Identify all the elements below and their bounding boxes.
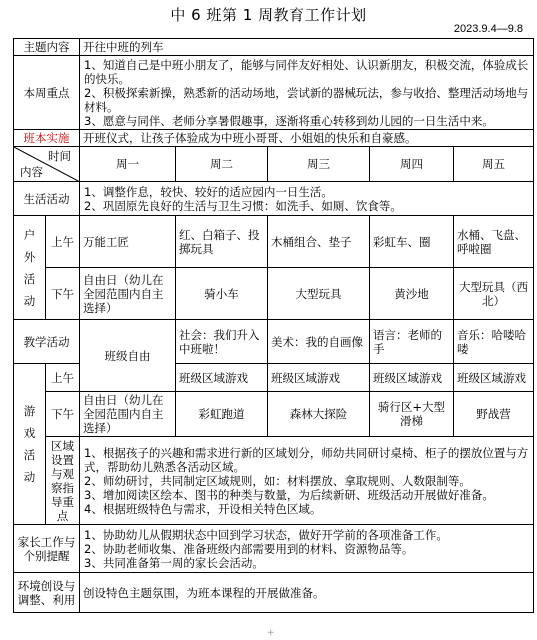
game-area-item: 2、师幼研讨，共同制定区域规则，如：材料摆放、拿取规则、人数限制等。	[84, 473, 471, 488]
game-am-tue: 班级区域游戏	[176, 364, 268, 392]
parents-row	[14, 525, 534, 573]
theme-value: 开往中班的列车	[80, 39, 534, 56]
day-wed: 周三	[268, 147, 370, 182]
env-row	[14, 573, 534, 613]
outdoor-am-row	[14, 216, 534, 268]
outdoor-am-label: 上午	[46, 216, 80, 268]
theme-label: 主题内容	[14, 39, 80, 56]
teaching-wed: 美术：我的自画像	[268, 320, 370, 364]
outdoor-pm-row	[14, 268, 534, 320]
game-am-thu: 班级区域游戏	[370, 364, 454, 392]
teaching-label: 教学活动	[14, 320, 80, 364]
outdoor-pm-fri: 大型玩具（西北）	[454, 268, 534, 320]
day-fri: 周五	[454, 147, 534, 182]
teaching-thu: 语言：老师的手	[370, 320, 454, 364]
weekly-plan-table	[13, 38, 534, 613]
focus-item: 3、愿意与同伴、老师分享暑假趣事，逐渐将重心转移到幼儿园的一日生活中来。	[84, 113, 494, 128]
parents-label: 家长工作与个别提醒	[14, 525, 80, 573]
teaching-mon: 班级自由	[80, 320, 176, 392]
outdoor-pm-wed: 大型玩具	[268, 268, 370, 320]
life-item: 1、调整作息，较快、较好的适应园内一日生活。	[84, 184, 333, 199]
parents-item: 2、协助老师收集、准备班级内部需要用到的材料、资源物品等。	[84, 541, 414, 556]
focus-item: 2、积极探索新操，熟悉新的活动场地，尝试新的器械玩法，参与收拾、整理活动场地与材料。	[84, 85, 529, 114]
game-label	[14, 364, 46, 525]
focus-row	[14, 56, 534, 130]
outdoor-am-mon: 万能工匠	[80, 216, 176, 268]
page-title: 中 6 班第 1 周教育工作计划	[170, 6, 367, 24]
outdoor-am-tue: 红、白箱子、投掷玩具	[176, 216, 268, 268]
day-thu: 周四	[370, 147, 454, 182]
theme-row	[14, 39, 534, 56]
game-pm-fri: 野战营	[454, 392, 534, 437]
outdoor-am-wed: 木桶组合、垫子	[268, 216, 370, 268]
outdoor-pm-mon: 自由日（幼儿在全园范围内自主选择）	[80, 268, 176, 320]
outdoor-label-text: 户外活动	[23, 227, 36, 308]
game-area-item: 1、根据孩子的兴趣和需求进行新的区域划分，师幼共同研讨桌椅、柜子的摆放位置与方式，帮助幼儿熟悉各活动区域。	[84, 445, 529, 474]
focus-label: 本周重点	[14, 56, 80, 130]
teaching-fri: 音乐：哈喽哈喽	[454, 320, 534, 364]
outdoor-label	[14, 216, 46, 320]
game-pm-tue: 彩虹跑道	[176, 392, 268, 437]
game-area-list	[80, 437, 534, 525]
game-am-fri: 班级区域游戏	[454, 364, 534, 392]
header-content: 内容	[20, 165, 43, 179]
page-anchor-icon: +	[267, 628, 275, 638]
life-row	[14, 182, 534, 216]
date-range: 2023.9.4—9.8	[453, 23, 523, 35]
game-am-wed: 班级区域游戏	[268, 364, 370, 392]
outdoor-am-fri: 水桶、飞盘、呼啦圈	[454, 216, 534, 268]
class-impl-label: 班本实施	[14, 130, 80, 147]
env-value: 创设特色主题氛围，为班本课程的开展做准备。	[80, 573, 534, 613]
game-label-text: 游戏活动	[23, 404, 36, 484]
class-impl-value: 开班仪式，让孩子体验成为中班小哥哥、小姐姐的快乐和自豪感。	[80, 130, 534, 147]
life-item: 2、巩固原先良好的生活与卫生习惯：如洗手、如厕、饮食等。	[84, 198, 402, 213]
header-time: 时间	[48, 149, 71, 163]
game-area-label: 区域设置与观察指导重点	[46, 437, 80, 525]
game-area-row	[14, 437, 534, 525]
life-list	[80, 182, 534, 216]
game-pm-mon: 自由日（幼儿在全园范围内自主选择）	[80, 392, 176, 437]
diagonal-header-cell	[14, 147, 80, 182]
focus-item: 1、知道自己是中班小朋友了，能够与同伴友好相处、认识新朋友，积极交流，体验成长的快乐。	[84, 57, 529, 86]
game-pm-thu: 骑行区+大型滑梯	[370, 392, 454, 437]
parents-list	[80, 525, 534, 573]
day-header-row	[14, 147, 534, 182]
day-tue: 周二	[176, 147, 268, 182]
game-pm-wed: 森林大探险	[268, 392, 370, 437]
game-pm-row	[14, 392, 534, 437]
game-pm-label: 下午	[46, 392, 80, 437]
parents-item: 3、共同准备第一周的家长会活动。	[84, 555, 264, 570]
focus-list	[80, 56, 534, 130]
outdoor-pm-thu: 黄沙地	[370, 268, 454, 320]
outdoor-pm-tue: 骑小车	[176, 268, 268, 320]
game-area-item: 4、根据班级特色与需求，开设相关特色区域。	[84, 501, 322, 516]
game-am-label: 上午	[46, 364, 80, 392]
life-label: 生活活动	[14, 182, 80, 216]
teaching-row	[14, 320, 534, 364]
parents-item: 1、协助幼儿从假期状态中回到学习状态，做好开学前的各项准备工作。	[84, 527, 448, 542]
class-impl-row	[14, 130, 534, 147]
outdoor-pm-label: 下午	[46, 268, 80, 320]
day-mon: 周一	[80, 147, 176, 182]
env-label: 环境创设与调整、利用	[14, 573, 80, 613]
outdoor-am-thu: 彩虹车、圈	[370, 216, 454, 268]
game-area-item: 3、增加阅读区绘本、图书的种类与数量，为后续新研、班级活动开展做好准备。	[84, 487, 494, 502]
teaching-tue: 社会：我们升入中班啦！	[176, 320, 268, 364]
